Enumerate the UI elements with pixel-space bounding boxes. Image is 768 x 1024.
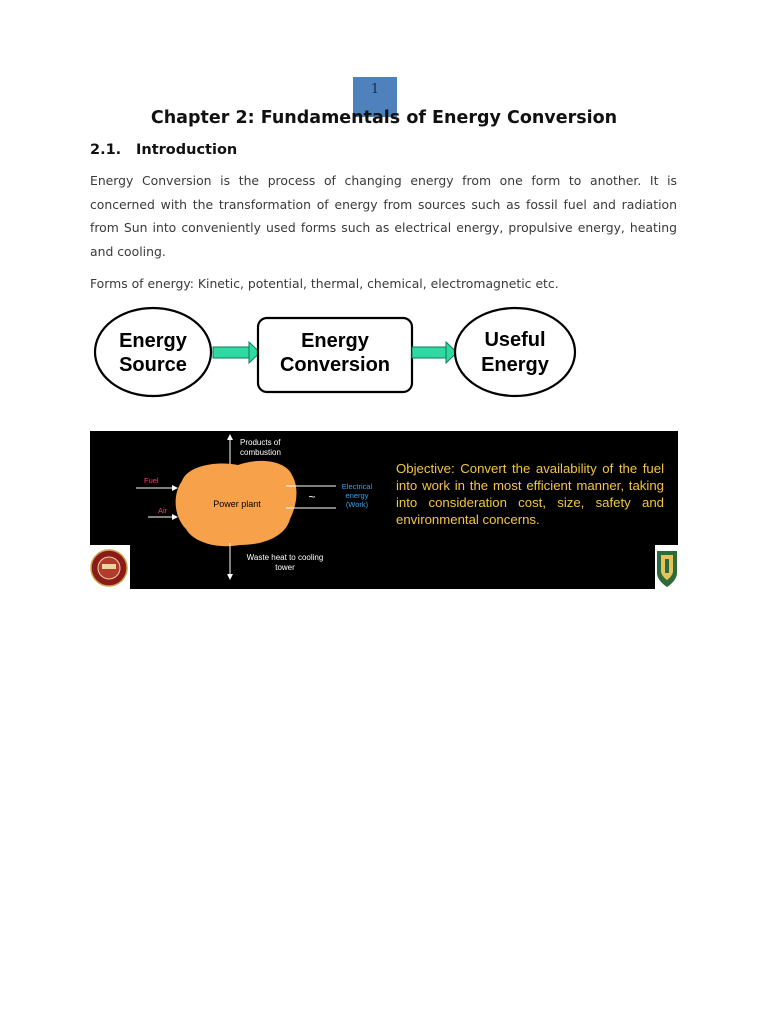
forms-of-energy-line: Forms of energy: Kinetic, potential, thermal, chemical, electromagnetic etc. [90, 276, 559, 291]
useful-energy-ellipse [455, 308, 575, 396]
useful-energy-label-line1: Useful [484, 329, 546, 351]
energy-flow-diagram [90, 304, 590, 404]
fuel-label: Fuel [144, 476, 159, 485]
electrical-label-line2: energy [345, 491, 369, 500]
energy-source-label-line1: Energy [119, 330, 187, 352]
power-plant-diagram [90, 431, 390, 589]
energy-conversion-label-line1: Energy [301, 330, 369, 352]
products-label-line2: combustion [240, 448, 281, 457]
power-plant-panel [90, 431, 678, 589]
page-number: 1 [370, 82, 380, 97]
section-number: 2.1. [90, 142, 122, 158]
energy-source-label-line2: Source [119, 354, 187, 376]
intro-paragraph: Energy Conversion is the process of changing energy from one form to another. It is concerned with the transformation of energy from sources such as fossil fuel and radiation from Sun into conveniently used forms such as electrical energy, propulsive energy, heating and cooling. [90, 173, 677, 259]
section-heading [90, 142, 237, 158]
air-label: Air [158, 506, 168, 515]
products-label-line1: Products of [240, 438, 281, 447]
waste-heat-label-line2: tower [275, 563, 295, 572]
waste-heat-label-line1: Waste heat to cooling [246, 553, 324, 562]
objective-text: Objective: Convert the availability of the fuel into work in the most efficient manner, taking into consideration cost, size, safety and environmental concerns. [396, 461, 664, 527]
energy-conversion-label-line2: Conversion [279, 354, 391, 376]
arrow-source-to-conversion [213, 342, 260, 363]
university-seal-right [655, 545, 678, 589]
useful-energy-label-line2: Energy [481, 354, 549, 376]
arrow-conversion-to-useful [412, 342, 457, 363]
tilde-symbol: ~ [308, 490, 316, 504]
power-plant-label: Power plant [213, 499, 261, 509]
section-title: Introduction [136, 142, 238, 158]
university-seal-left [90, 545, 130, 589]
energy-source-ellipse [95, 308, 211, 396]
chapter-title: Chapter 2: Fundamentals of Energy Conversion [150, 108, 618, 128]
electrical-label-line1: Electrical [341, 482, 373, 491]
electrical-label-line3: (Work) [345, 500, 369, 509]
